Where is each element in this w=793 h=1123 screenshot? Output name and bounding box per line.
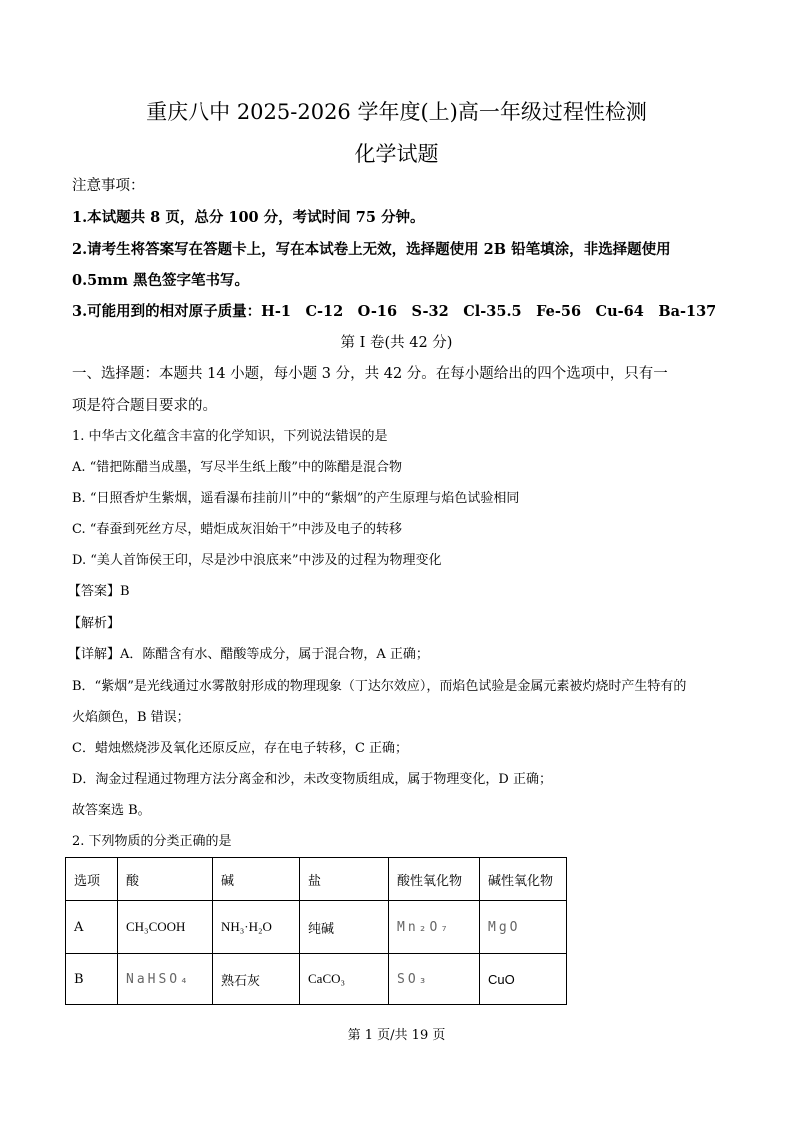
table-row [66, 954, 567, 1005]
q1-conclusion: 故答案选 B。 [72, 803, 151, 818]
q1-option-d: D. “美人首饰侯王印，尽是沙中浪底来”中涉及的过程为物理变化 [72, 553, 442, 568]
part1-line-2: 项是符合题目要求的。 [72, 398, 217, 414]
table-row [66, 901, 567, 954]
q1-detail-b2: 火焰颜色，B 错误； [72, 710, 190, 725]
header-acid: 酸 [118, 858, 213, 901]
classification-table [65, 857, 567, 1005]
cell-acidic-oxide: Mn₂O₇ [389, 901, 480, 954]
q1-detail-b1: B．“紫烟”是光线通过水雾散射形成的物理现象（丁达尔效应），而焰色试验是金属元素被灼烧时产生特有的 [72, 679, 687, 694]
exam-subtitle: 化学试题 [354, 142, 439, 166]
q1-answer: 【答案】B [68, 584, 130, 599]
header-base: 碱 [213, 858, 300, 901]
header-salt: 盐 [300, 858, 389, 901]
table-header-row [66, 858, 567, 901]
header-basic-oxide: 碱性氧化物 [480, 858, 567, 901]
cell-basic-oxide: MgO [480, 901, 567, 954]
cell-salt: CaCO₃ [300, 954, 389, 1005]
notice-item-1: 1.本试题共 8 页，总分 100 分，考试时间 75 分钟。 [72, 209, 425, 226]
exam-title: 重庆八中 2025-2026 学年度(上)高一年级过程性检测 [146, 100, 647, 124]
cell-basic-oxide: CuO [480, 954, 567, 1005]
header-acidic-oxide: 酸性氧化物 [389, 858, 480, 901]
cell-acid: CH₃COOH [118, 901, 213, 954]
cell-option: B [66, 954, 118, 1005]
section-heading: 第 I 卷(共 42 分) [340, 335, 453, 351]
cell-option: A [66, 901, 118, 954]
q1-option-a: A. “错把陈醋当成墨，写尽半生纸上酸”中的陈醋是混合物 [72, 460, 402, 475]
q1-detail-c: C．蜡烛燃烧涉及氧化还原反应，存在电子转移，C 正确； [72, 741, 409, 756]
notice-heading: 注意事项： [72, 178, 145, 194]
q1-stem: 1. 中华古文化蕴含丰富的化学知识，下列说法错误的是 [72, 429, 388, 444]
q1-detail-a: 【详解】A．陈醋含有水、醋酸等成分，属于混合物，A 正确； [68, 647, 429, 662]
notice-item-3: 3.可能用到的相对原子质量：H-1 C-12 O-16 S-32 Cl-35.5 Fe-56 Cu-64 Ba-137 [72, 303, 717, 320]
q1-option-b: B. “日照香炉生紫烟，遥看瀑布挂前川”中的“紫烟”的产生原理与焰色试验相同 [72, 491, 520, 506]
q1-detail-d: D．淘金过程通过物理方法分离金和沙，未改变物质组成，属于物理变化，D 正确； [72, 772, 552, 787]
cell-base: NH₃·H₂O [213, 901, 300, 954]
part1-line-1: 一、选择题：本题共 14 小题，每小题 3 分，共 42 分。在每小题给出的四个选项中，只有一 [72, 366, 668, 382]
cell-acid: NaHSO₄ [118, 954, 213, 1005]
notice-item-2b: 0.5mm 黑色签字笔书写。 [72, 272, 249, 289]
notice-item-2a: 2.请考生将答案写在答题卡上，写在本试卷上无效，选择题使用 2B 铅笔填涂，非选择题使用 [72, 241, 671, 258]
q2-stem: 2. 下列物质的分类正确的是 [72, 834, 232, 849]
q1-option-c: C. “春蚕到死丝方尽，蜡炬成灰泪始干”中涉及电子的转移 [72, 522, 403, 537]
page-footer: 第 1 页/共 19 页 [347, 1028, 446, 1043]
header-option: 选项 [66, 858, 118, 901]
cell-salt: 纯碱 [300, 901, 389, 954]
cell-acidic-oxide: SO₃ [389, 954, 480, 1005]
cell-base: 熟石灰 [213, 954, 300, 1005]
q1-analysis-label: 【解析】 [68, 616, 121, 631]
